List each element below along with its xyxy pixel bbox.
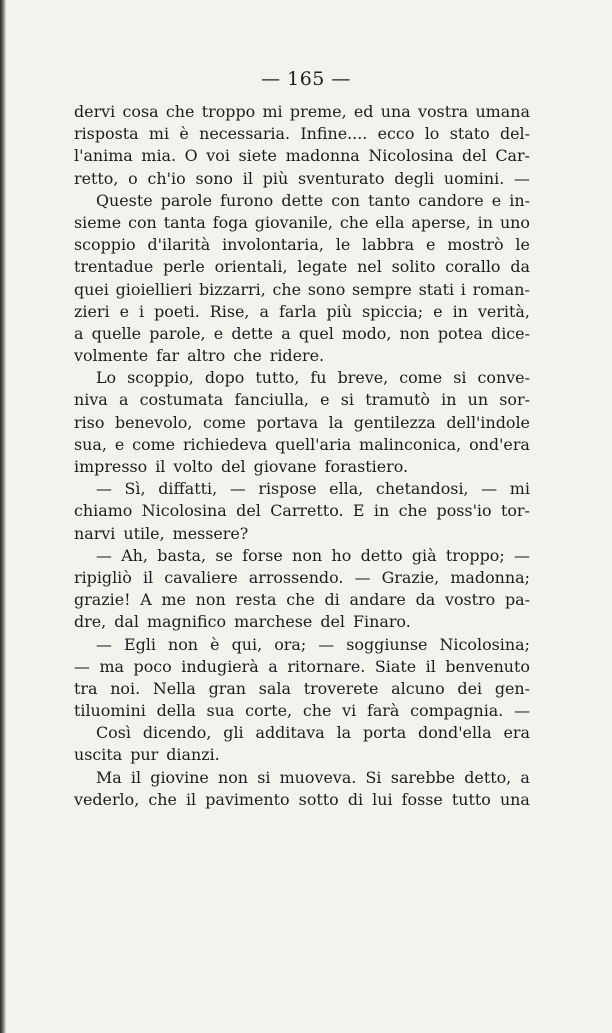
text-line: sieme con tanta foga giovanile, che ella aperse, in uno <box>74 212 530 232</box>
text-line: volmente far altro che ridere. <box>74 346 325 366</box>
text-line: trentadue perle orientali, legate nel solito corallo da <box>74 257 530 277</box>
text-line: Lo scoppio, dopo tutto, fu breve, come si conve- <box>96 368 530 388</box>
text-line: — ma poco indugierà a ritornare. Siate il benvenuto <box>74 656 530 676</box>
text-line: — Ah, basta, se forse non ho detto già troppo; — <box>96 545 530 565</box>
text-line: chiamo Nicolosina del Carretto. E in che poss'io tor- <box>74 501 530 521</box>
body-text <box>74 101 530 811</box>
text-line: zieri e i poeti. Rise, a farla più spiccia; e in verità, <box>74 301 530 321</box>
page-number: — 165 — <box>261 68 351 90</box>
text-line: narvi utile, messere? <box>74 523 249 543</box>
text-line: risposta mi è necessaria. Infine.... ecco lo stato del- <box>74 124 530 144</box>
text-line: quei gioiellieri bizzarri, che sono sempre stati i roman- <box>74 279 530 299</box>
text-line: tiluomini della sua corte, che vi farà compagnia. — <box>74 701 530 721</box>
text-line: Così dicendo, gli additava la porta dond'ella era <box>96 723 530 743</box>
text-line: l'anima mia. O voi siete madonna Nicolosina del Car- <box>74 146 530 166</box>
page-binding-edge <box>0 0 6 1033</box>
text-line: tra noi. Nella gran sala troverete alcuno dei gen- <box>74 678 530 698</box>
text-line: dervi cosa che troppo mi preme, ed una vostra umana <box>74 102 530 121</box>
text-line: riso benevolo, come portava la gentilezza dell'indole <box>74 412 530 432</box>
text-line: — Egli non è qui, ora; — soggiunse Nicolosina; <box>96 634 530 654</box>
text-line: vederlo, che il pavimento sotto di lui fosse tutto una <box>74 789 530 809</box>
text-line: grazie! A me non resta che di andare da vostro pa- <box>74 590 530 610</box>
text-line: uscita pur dianzi. <box>74 745 220 765</box>
text-line: sua, e come richiedeva quell'aria malinconica, ond'era <box>74 434 530 454</box>
text-line: a quelle parole, e dette a quel modo, non potea dice- <box>74 323 530 343</box>
text-line: Ma il giovine non si muoveva. Si sarebbe detto, a <box>96 767 530 787</box>
text-line: retto, o ch'io sono il più sventurato degli uomini. — <box>74 168 530 188</box>
text-line: impresso il volto del giovane forastiero. <box>74 457 409 476</box>
text-line: Queste parole furono dette con tanto candore e in- <box>96 190 530 210</box>
text-line: — Sì, diffatti, — rispose ella, chetandosi, — mi <box>96 479 530 499</box>
text-line: dre, dal magnifico marchese del Finaro. <box>74 612 411 632</box>
text-line: niva a costumata fanciulla, e si tramutò in un sor- <box>74 390 530 410</box>
text-line: scoppio d'ilarità involontaria, le labbra e mostrò le <box>74 235 530 255</box>
text-line: ripigliò il cavaliere arrossendo. — Grazie, madonna; <box>74 567 530 587</box>
